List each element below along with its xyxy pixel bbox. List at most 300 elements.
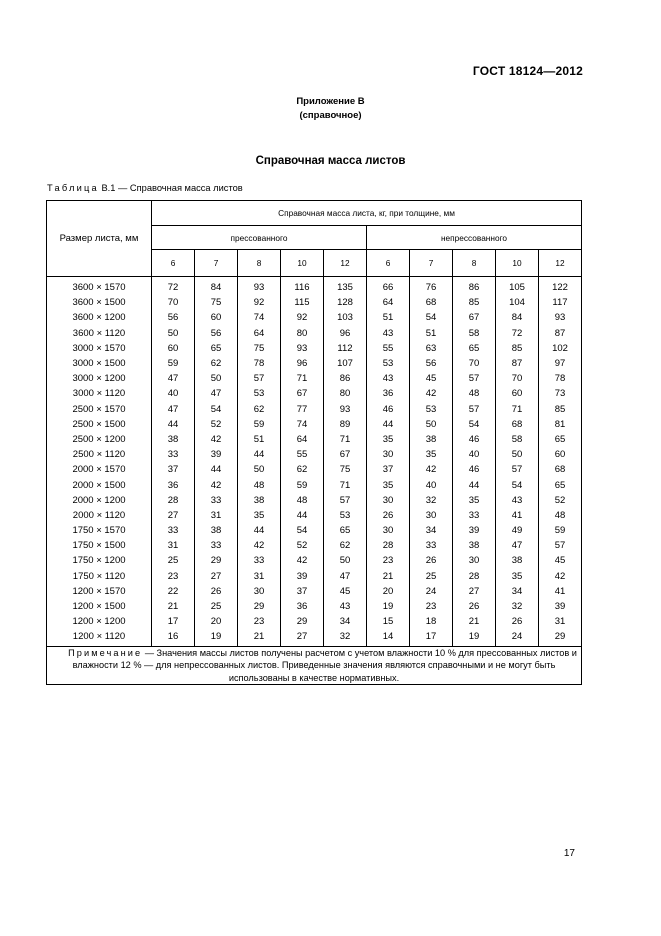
appendix-title: Приложение В [296,96,365,107]
mass-value-cell: 54 [496,477,539,492]
mass-value-cell: 32 [410,493,453,508]
mass-value-cell: 51 [238,432,281,447]
mass-value-cell: 27 [195,569,238,584]
mass-value-cell: 89 [324,417,367,432]
mass-value-cell: 27 [152,508,195,523]
mass-value-cell: 33 [195,493,238,508]
mass-value-cell: 16 [152,629,195,646]
mass-value-cell: 53 [367,356,410,371]
mass-value-cell: 76 [410,277,453,296]
mass-value-cell: 43 [367,326,410,341]
mass-value-cell: 103 [324,310,367,325]
sheet-size-cell: 1200 × 1200 [47,614,152,629]
mass-value-cell: 24 [410,584,453,599]
mass-value-cell: 26 [410,553,453,568]
mass-value-cell: 31 [539,614,582,629]
mass-value-cell: 57 [238,371,281,386]
mass-value-cell: 122 [539,277,582,296]
thickness-header-cell: 10 [496,250,539,277]
mass-value-cell: 75 [238,341,281,356]
table-row [47,599,582,614]
sheet-size-cell: 1750 × 1200 [47,553,152,568]
table-note [47,646,582,685]
mass-value-cell: 38 [238,493,281,508]
mass-column-header: Справочная масса листа, кг, при толщине, мм [152,201,582,226]
mass-value-cell: 38 [496,553,539,568]
mass-value-cell: 47 [195,386,238,401]
mass-value-cell: 62 [324,538,367,553]
mass-value-cell: 71 [496,402,539,417]
mass-value-cell: 78 [238,356,281,371]
sheet-size-cell: 2500 × 1200 [47,432,152,447]
thickness-header-cell: 10 [281,250,324,277]
mass-value-cell: 52 [539,493,582,508]
mass-value-cell: 33 [195,538,238,553]
table-row [47,493,582,508]
mass-value-cell: 25 [152,553,195,568]
table-caption [47,183,243,193]
thickness-header-cell: 7 [410,250,453,277]
sheet-size-cell: 2500 × 1570 [47,402,152,417]
appendix-heading [0,95,661,123]
mass-value-cell: 41 [539,584,582,599]
mass-value-cell: 92 [281,310,324,325]
table-row [47,432,582,447]
table-row [47,462,582,477]
mass-table [46,200,582,685]
mass-value-cell: 32 [324,629,367,646]
mass-value-cell: 85 [453,295,496,310]
mass-value-cell: 55 [367,341,410,356]
mass-value-cell: 30 [367,493,410,508]
mass-value-cell: 74 [238,310,281,325]
mass-value-cell: 65 [195,341,238,356]
note-text: — Значения массы листов получены расчетом с учетом влажности 10 % для прессованных листов и влажности 12 % — для непрессованных листов. Приведенные значения являются справочными и не могут быть использованы в качестве нормативных. [72,647,577,683]
table-row [47,326,582,341]
mass-value-cell: 57 [496,462,539,477]
table-row [47,386,582,401]
mass-value-cell: 21 [152,599,195,614]
mass-value-cell: 87 [539,326,582,341]
mass-value-cell: 70 [496,371,539,386]
mass-value-cell: 32 [496,599,539,614]
mass-value-cell: 33 [152,447,195,462]
table-row [47,508,582,523]
mass-value-cell: 34 [410,523,453,538]
mass-value-cell: 64 [281,432,324,447]
mass-value-cell: 33 [238,553,281,568]
mass-value-cell: 64 [238,326,281,341]
mass-value-cell: 60 [539,447,582,462]
mass-value-cell: 46 [367,402,410,417]
mass-value-cell: 42 [410,386,453,401]
sheet-size-cell: 3000 × 1570 [47,341,152,356]
mass-value-cell: 60 [152,341,195,356]
table-row [47,447,582,462]
mass-value-cell: 60 [195,310,238,325]
mass-value-cell: 14 [367,629,410,646]
table-row [47,629,582,646]
mass-value-cell: 31 [195,508,238,523]
mass-value-cell: 42 [195,477,238,492]
mass-value-cell: 43 [496,493,539,508]
mass-value-cell: 38 [410,432,453,447]
sheet-size-cell: 3000 × 1200 [47,371,152,386]
mass-value-cell: 35 [453,493,496,508]
mass-value-cell: 22 [152,584,195,599]
mass-value-cell: 37 [152,462,195,477]
mass-value-cell: 68 [496,417,539,432]
mass-value-cell: 80 [281,326,324,341]
mass-value-cell: 39 [281,569,324,584]
table-caption-text: Справочная масса листов [129,183,243,193]
mass-value-cell: 43 [324,599,367,614]
table-row [47,614,582,629]
mass-value-cell: 35 [410,447,453,462]
mass-value-cell: 28 [152,493,195,508]
mass-value-cell: 42 [410,462,453,477]
mass-value-cell: 53 [324,508,367,523]
mass-value-cell: 62 [195,356,238,371]
mass-value-cell: 20 [195,614,238,629]
mass-value-cell: 29 [195,553,238,568]
table-row [47,553,582,568]
mass-value-cell: 47 [496,538,539,553]
mass-value-cell: 105 [496,277,539,296]
mass-value-cell: 66 [367,277,410,296]
table-row [47,277,582,296]
mass-value-cell: 51 [410,326,453,341]
mass-value-cell: 23 [367,553,410,568]
thickness-header-cell: 8 [453,250,496,277]
mass-value-cell: 44 [195,462,238,477]
mass-value-cell: 44 [238,447,281,462]
table-row [47,538,582,553]
mass-value-cell: 46 [453,432,496,447]
standard-code: ГОСТ 18124—2012 [472,64,583,78]
mass-value-cell: 40 [453,447,496,462]
mass-value-cell: 38 [453,538,496,553]
page-number: 17 [563,848,575,859]
mass-value-cell: 15 [367,614,410,629]
mass-value-cell: 74 [281,417,324,432]
mass-value-cell: 116 [281,277,324,296]
sheet-size-cell: 1200 × 1120 [47,629,152,646]
mass-value-cell: 30 [453,553,496,568]
mass-value-cell: 19 [195,629,238,646]
mass-value-cell: 29 [539,629,582,646]
mass-value-cell: 44 [281,508,324,523]
mass-value-cell: 50 [195,371,238,386]
mass-value-cell: 60 [496,386,539,401]
mass-value-cell: 57 [453,371,496,386]
mass-value-cell: 18 [410,614,453,629]
mass-value-cell: 62 [238,402,281,417]
table-row [47,584,582,599]
mass-value-cell: 56 [152,310,195,325]
table-caption-number: В.1 [101,183,116,193]
mass-value-cell: 42 [281,553,324,568]
mass-value-cell: 36 [367,386,410,401]
sheet-size-cell: 1200 × 1570 [47,584,152,599]
sheet-size-cell: 3600 × 1120 [47,326,152,341]
table-row [47,356,582,371]
thickness-header-cell: 12 [539,250,582,277]
mass-value-cell: 52 [195,417,238,432]
mass-value-cell: 53 [410,402,453,417]
mass-value-cell: 19 [453,629,496,646]
mass-value-cell: 85 [496,341,539,356]
mass-value-cell: 71 [324,477,367,492]
sheet-size-cell: 3000 × 1120 [47,386,152,401]
mass-value-cell: 67 [281,386,324,401]
mass-value-cell: 35 [496,569,539,584]
mass-value-cell: 72 [496,326,539,341]
sheet-size-cell: 1200 × 1500 [47,599,152,614]
page-title: Справочная масса листов [255,155,406,167]
mass-value-cell: 35 [367,432,410,447]
table-caption-separator: — [118,183,128,193]
mass-value-cell: 44 [367,417,410,432]
mass-value-cell: 33 [152,523,195,538]
thickness-header-cell: 6 [152,250,195,277]
sheet-size-cell: 2500 × 1120 [47,447,152,462]
sheet-size-cell: 1750 × 1500 [47,538,152,553]
mass-value-cell: 65 [324,523,367,538]
mass-value-cell: 77 [281,402,324,417]
mass-value-cell: 28 [453,569,496,584]
size-column-header: Размер листа, мм [47,201,152,277]
mass-value-cell: 64 [367,295,410,310]
sheet-size-cell: 2000 × 1200 [47,493,152,508]
mass-value-cell: 17 [410,629,453,646]
mass-value-cell: 50 [238,462,281,477]
sheet-size-cell: 2000 × 1570 [47,462,152,477]
mass-value-cell: 45 [324,584,367,599]
mass-value-cell: 53 [238,386,281,401]
mass-value-cell: 40 [152,386,195,401]
mass-value-cell: 21 [238,629,281,646]
mass-value-cell: 59 [539,523,582,538]
mass-value-cell: 65 [539,477,582,492]
mass-value-cell: 27 [281,629,324,646]
sheet-size-cell: 1750 × 1120 [47,569,152,584]
mass-value-cell: 93 [539,310,582,325]
mass-value-cell: 84 [195,277,238,296]
mass-value-cell: 73 [539,386,582,401]
mass-value-cell: 97 [539,356,582,371]
mass-value-cell: 21 [453,614,496,629]
mass-value-cell: 30 [367,447,410,462]
mass-value-cell: 54 [410,310,453,325]
mass-value-cell: 31 [152,538,195,553]
mass-value-cell: 54 [195,402,238,417]
mass-value-cell: 78 [539,371,582,386]
sheet-size-cell: 3600 × 1570 [47,277,152,296]
mass-value-cell: 46 [453,462,496,477]
mass-value-cell: 26 [453,599,496,614]
mass-value-cell: 26 [367,508,410,523]
mass-value-cell: 28 [367,538,410,553]
mass-value-cell: 21 [367,569,410,584]
table-row [47,371,582,386]
mass-value-cell: 37 [281,584,324,599]
mass-value-cell: 56 [195,326,238,341]
mass-value-cell: 27 [453,584,496,599]
table-caption-label: Таблица [47,183,99,193]
mass-value-cell: 39 [195,447,238,462]
mass-value-cell: 44 [453,477,496,492]
mass-value-cell: 25 [410,569,453,584]
mass-value-cell: 35 [238,508,281,523]
mass-value-cell: 50 [324,553,367,568]
mass-value-cell: 48 [539,508,582,523]
mass-value-cell: 40 [410,477,453,492]
mass-value-cell: 26 [496,614,539,629]
mass-value-cell: 58 [496,432,539,447]
mass-value-cell: 55 [281,447,324,462]
mass-value-cell: 19 [367,599,410,614]
mass-value-cell: 47 [152,402,195,417]
table-row [47,523,582,538]
mass-value-cell: 67 [453,310,496,325]
mass-value-cell: 70 [152,295,195,310]
mass-value-cell: 86 [453,277,496,296]
mass-value-cell: 48 [238,477,281,492]
table-row [47,402,582,417]
mass-value-cell: 33 [453,508,496,523]
mass-value-cell: 34 [324,614,367,629]
mass-value-cell: 84 [496,310,539,325]
mass-value-cell: 36 [281,599,324,614]
mass-value-cell: 93 [281,341,324,356]
mass-value-cell: 51 [367,310,410,325]
mass-value-cell: 33 [410,538,453,553]
mass-value-cell: 48 [281,493,324,508]
sheet-size-cell: 3600 × 1200 [47,310,152,325]
mass-value-cell: 65 [453,341,496,356]
mass-value-cell: 71 [281,371,324,386]
mass-value-cell: 85 [539,402,582,417]
mass-value-cell: 54 [281,523,324,538]
mass-value-cell: 47 [152,371,195,386]
mass-value-cell: 75 [195,295,238,310]
mass-value-cell: 96 [324,326,367,341]
mass-value-cell: 31 [238,569,281,584]
mass-value-cell: 104 [496,295,539,310]
thickness-header-cell: 8 [238,250,281,277]
mass-value-cell: 102 [539,341,582,356]
mass-value-cell: 86 [324,371,367,386]
mass-value-cell: 112 [324,341,367,356]
mass-value-cell: 45 [410,371,453,386]
mass-value-cell: 20 [367,584,410,599]
mass-value-cell: 63 [410,341,453,356]
thickness-header-cell: 7 [195,250,238,277]
mass-value-cell: 35 [367,477,410,492]
mass-value-cell: 59 [238,417,281,432]
mass-value-cell: 29 [238,599,281,614]
table-row [47,310,582,325]
table-row [47,477,582,492]
mass-value-cell: 30 [367,523,410,538]
mass-value-cell: 30 [410,508,453,523]
sheet-size-cell: 2500 × 1500 [47,417,152,432]
mass-value-cell: 23 [152,569,195,584]
note-label: Примечание [68,647,143,658]
mass-value-cell: 34 [496,584,539,599]
mass-value-cell: 44 [152,417,195,432]
table-row [47,417,582,432]
sheet-size-cell: 2000 × 1500 [47,477,152,492]
mass-value-cell: 107 [324,356,367,371]
mass-value-cell: 29 [281,614,324,629]
mass-value-cell: 25 [195,599,238,614]
sheet-size-cell: 1750 × 1570 [47,523,152,538]
mass-value-cell: 50 [152,326,195,341]
mass-value-cell: 71 [324,432,367,447]
mass-value-cell: 93 [324,402,367,417]
mass-value-cell: 93 [238,277,281,296]
mass-value-cell: 37 [367,462,410,477]
mass-value-cell: 17 [152,614,195,629]
mass-value-cell: 38 [195,523,238,538]
mass-value-cell: 117 [539,295,582,310]
table-row [47,295,582,310]
mass-value-cell: 81 [539,417,582,432]
sheet-size-cell: 3600 × 1500 [47,295,152,310]
mass-value-cell: 42 [539,569,582,584]
mass-value-cell: 96 [281,356,324,371]
mass-value-cell: 26 [195,584,238,599]
mass-value-cell: 39 [539,599,582,614]
mass-value-cell: 128 [324,295,367,310]
mass-value-cell: 75 [324,462,367,477]
pressed-group-header: прессованного [152,226,367,250]
table-row [47,341,582,356]
table-row [47,569,582,584]
mass-value-cell: 39 [453,523,496,538]
mass-value-cell: 54 [453,417,496,432]
mass-value-cell: 24 [496,629,539,646]
mass-value-cell: 30 [238,584,281,599]
mass-value-cell: 59 [281,477,324,492]
mass-value-cell: 50 [410,417,453,432]
mass-value-cell: 52 [281,538,324,553]
mass-value-cell: 62 [281,462,324,477]
mass-value-cell: 44 [238,523,281,538]
mass-value-cell: 45 [539,553,582,568]
mass-value-cell: 48 [453,386,496,401]
mass-value-cell: 42 [238,538,281,553]
mass-value-cell: 80 [324,386,367,401]
mass-value-cell: 41 [496,508,539,523]
mass-value-cell: 72 [152,277,195,296]
appendix-subtitle: (справочное) [299,110,362,121]
mass-value-cell: 135 [324,277,367,296]
mass-value-cell: 36 [152,477,195,492]
thickness-header-cell: 6 [367,250,410,277]
mass-value-cell: 87 [496,356,539,371]
mass-value-cell: 115 [281,295,324,310]
unpressed-group-header: непрессованного [367,226,582,250]
mass-value-cell: 23 [410,599,453,614]
mass-value-cell: 23 [238,614,281,629]
sheet-size-cell: 3000 × 1500 [47,356,152,371]
mass-value-cell: 49 [496,523,539,538]
mass-value-cell: 47 [324,569,367,584]
mass-value-cell: 58 [453,326,496,341]
